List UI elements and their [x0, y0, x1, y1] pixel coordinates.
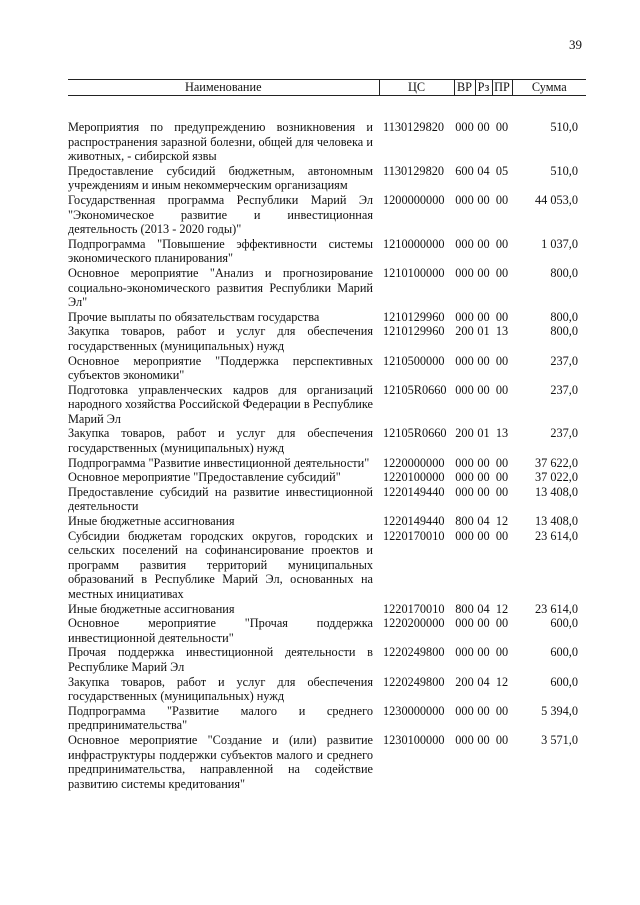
row-cs-code: 1220249800	[383, 645, 445, 660]
row-sum: 23 614,0	[534, 528, 578, 543]
table-row	[68, 193, 586, 237]
row-sum: 37 622,0	[534, 455, 578, 470]
row-cs-code: 1130129820	[383, 163, 445, 178]
table-row	[68, 383, 586, 427]
row-sum: 800,0	[550, 309, 578, 324]
row-cs-code: 1210500000	[383, 353, 445, 368]
row-name: Государственная программа Республики Марий Эл "Экономическое развитие и инвестиционная деятельность (2013 - 2020 годы)"	[68, 192, 373, 237]
row-cs-code: 1220000000	[383, 455, 445, 470]
row-rz-code: 00	[477, 353, 490, 368]
row-sum: 600,0	[550, 616, 578, 631]
table-row	[68, 96, 586, 164]
header-sum: Сумма	[512, 80, 586, 96]
row-pr-code: 00	[495, 732, 509, 747]
row-cs-code: 1220170010	[383, 601, 445, 616]
row-cs-code: 12105R0660	[383, 426, 447, 441]
row-pr-code: 00	[495, 236, 509, 251]
row-pr-code: 00	[495, 528, 509, 543]
row-pr-code: 00	[495, 645, 509, 660]
row-rz-code: 00	[477, 236, 490, 251]
table-row	[68, 529, 586, 602]
row-rz-code: 00	[477, 484, 490, 499]
row-pr-code: 00	[495, 265, 509, 280]
row-vr-code: 000	[455, 703, 474, 718]
row-vr-code: 000	[455, 192, 474, 207]
row-rz-code: 00	[477, 645, 490, 660]
row-vr-code: 000	[455, 236, 474, 251]
row-sum: 237,0	[550, 382, 578, 397]
row-rz-code: 00	[477, 120, 490, 134]
table-row	[68, 456, 586, 471]
row-name: Прочая поддержка инвестиционной деятельности в Республике Марий Эл	[68, 645, 373, 674]
row-name: Подпрограмма "Развитие инвестиционной деятельности"	[68, 455, 370, 470]
table-row	[68, 426, 586, 455]
row-name: Предоставление субсидий на развитие инвестиционной деятельности	[68, 484, 373, 514]
row-name: Подготовка управленческих кадров для организаций народного хозяйства Российской Федерации в Республике Марий Эл	[68, 382, 373, 426]
row-name: Закупка товаров, работ и услуг для обеспечения государственных (муниципальных) нужд	[68, 324, 373, 353]
row-sum: 13 408,0	[534, 484, 578, 499]
row-vr-code: 000	[455, 382, 474, 397]
row-pr-code: 00	[495, 382, 509, 397]
row-rz-code: 00	[477, 265, 490, 280]
table-header-row	[68, 80, 586, 96]
row-cs-code: 1230100000	[383, 732, 445, 747]
row-cs-code: 1220249800	[383, 674, 445, 689]
row-cs-code: 1220100000	[383, 470, 445, 485]
row-vr-code: 600	[455, 163, 474, 178]
row-name: Основное мероприятие "Анализ и прогнозирование социально-экономического развития Республики Марий Эл"	[68, 265, 373, 310]
row-sum: 13 408,0	[534, 514, 578, 529]
row-name: Закупка товаров, работ и услуг для обеспечения государственных (муниципальных) нужд	[68, 674, 373, 704]
row-name: Основное мероприятие "Предоставление субсидий"	[68, 470, 341, 485]
row-vr-code: 000	[455, 470, 474, 485]
row-cs-code: 1130129820	[383, 120, 445, 134]
row-vr-code: 000	[455, 120, 474, 134]
header-cs: ЦС	[379, 80, 454, 96]
row-vr-code: 200	[455, 426, 474, 441]
row-rz-code: 01	[477, 324, 490, 339]
row-sum: 600,0	[550, 674, 578, 689]
row-name: Основное мероприятие "Поддержка перспективных субъектов экономики"	[68, 353, 373, 383]
row-name: Предоставление субсидий бюджетным, автономным учреждениям и иным некоммерческим организациям	[68, 163, 373, 193]
table-row	[68, 237, 586, 266]
row-name: Иные бюджетные ассигнования	[68, 514, 235, 529]
row-cs-code: 12105R0660	[383, 382, 447, 397]
row-rz-code: 00	[477, 616, 490, 631]
table-row	[68, 616, 586, 645]
row-cs-code: 1220200000	[383, 616, 445, 631]
row-sum: 44 053,0	[534, 192, 578, 207]
row-rz-code: 00	[477, 732, 490, 747]
row-vr-code: 000	[455, 455, 474, 470]
row-sum: 5 394,0	[541, 703, 578, 718]
row-pr-code: 00	[495, 120, 509, 134]
row-pr-code: 00	[495, 192, 509, 207]
row-vr-code: 800	[455, 601, 474, 616]
row-name: Подпрограмма "Повышение эффективности системы экономического планирования"	[68, 236, 373, 266]
row-name: Основное мероприятие "Создание и (или) развитие инфраструктуры поддержки субъектов малого и среднего предпринимательства, направленной на содействие развитию системы кредитования"	[68, 732, 373, 791]
budget-table	[68, 79, 586, 791]
table-row	[68, 266, 586, 310]
row-pr-code: 00	[495, 703, 509, 718]
table-row	[68, 733, 586, 791]
row-cs-code: 1210129960	[383, 309, 445, 324]
row-pr-code: 00	[495, 470, 509, 485]
row-name: Прочие выплаты по обязательствам государства	[68, 309, 320, 324]
row-sum: 800,0	[550, 265, 578, 280]
row-rz-code: 01	[477, 426, 490, 441]
row-pr-code: 00	[495, 484, 509, 499]
row-rz-code: 00	[477, 309, 490, 324]
row-name: Основное мероприятие "Прочая поддержка инвестиционной деятельности"	[68, 616, 373, 645]
row-vr-code: 000	[455, 353, 474, 368]
row-pr-code: 13	[495, 324, 509, 339]
row-name: Закупка товаров, работ и услуг для обеспечения государственных (муниципальных) нужд	[68, 426, 373, 456]
row-rz-code: 00	[477, 192, 490, 207]
row-cs-code: 1220149440	[383, 514, 445, 529]
row-sum: 600,0	[550, 645, 578, 660]
row-rz-code: 04	[477, 514, 490, 529]
row-vr-code: 000	[455, 528, 474, 543]
row-vr-code: 800	[455, 514, 474, 529]
table-row	[68, 675, 586, 704]
row-sum: 3 571,0	[541, 732, 578, 747]
page-number: 39	[569, 37, 582, 52]
row-pr-code: 12	[495, 514, 509, 529]
table-row	[68, 602, 586, 617]
row-cs-code: 1220170010	[383, 528, 445, 543]
row-pr-code: 00	[495, 455, 509, 470]
row-name: Мероприятия по предупреждению возникновения и распространения заразной болезни, общей для человека и животных, - сибирской язвы	[68, 120, 373, 164]
header-pr: ПР	[492, 80, 512, 96]
table-row	[68, 310, 586, 325]
row-name: Подпрограмма "Развитие малого и среднего предпринимательства"	[68, 703, 373, 733]
row-sum: 237,0	[550, 426, 578, 441]
table-row	[68, 485, 586, 514]
row-pr-code: 12	[495, 674, 509, 689]
row-rz-code: 00	[477, 470, 490, 485]
table-row	[68, 164, 586, 193]
row-rz-code: 00	[477, 382, 490, 397]
row-vr-code: 000	[455, 484, 474, 499]
row-sum: 510,0	[550, 120, 578, 134]
row-vr-code: 000	[455, 732, 474, 747]
row-rz-code: 04	[477, 163, 490, 178]
row-sum: 37 022,0	[534, 470, 578, 485]
header-name: Наименование	[68, 80, 379, 96]
row-vr-code: 000	[455, 645, 474, 660]
row-sum: 23 614,0	[534, 601, 578, 616]
table-row	[68, 470, 586, 485]
row-cs-code: 1210129960	[383, 324, 445, 339]
row-pr-code: 00	[495, 353, 509, 368]
row-name: Иные бюджетные ассигнования	[68, 601, 235, 616]
row-name: Субсидии бюджетам городских округов, городских и сельских поселений на софинансирование проектов и программ развития территорий муниципальных образований в Республике Марий Эл, основанных на местных инициативах	[68, 528, 373, 601]
row-cs-code: 1200000000	[383, 192, 445, 207]
row-pr-code: 12	[495, 601, 509, 616]
row-sum: 510,0	[550, 163, 578, 178]
row-pr-code: 00	[495, 616, 509, 631]
row-pr-code: 05	[495, 163, 509, 178]
header-rz: Рз	[475, 80, 492, 96]
row-rz-code: 04	[477, 601, 490, 616]
table-row	[68, 354, 586, 383]
row-rz-code: 00	[477, 528, 490, 543]
row-sum: 800,0	[550, 324, 578, 339]
row-vr-code: 200	[455, 674, 474, 689]
table-row	[68, 645, 586, 674]
row-pr-code: 13	[495, 426, 509, 441]
table-row	[68, 324, 586, 353]
table-row	[68, 704, 586, 733]
row-rz-code: 04	[477, 674, 490, 689]
row-sum: 237,0	[550, 353, 578, 368]
row-sum: 1 037,0	[541, 236, 578, 251]
header-vr: ВР	[454, 80, 475, 96]
row-vr-code: 000	[455, 309, 474, 324]
row-pr-code: 00	[495, 309, 509, 324]
row-rz-code: 00	[477, 455, 490, 470]
row-cs-code: 1230000000	[383, 703, 445, 718]
row-vr-code: 000	[455, 265, 474, 280]
row-vr-code: 000	[455, 616, 474, 631]
row-cs-code: 1210000000	[383, 236, 445, 251]
row-rz-code: 00	[477, 703, 490, 718]
table-row	[68, 514, 586, 529]
row-vr-code: 200	[455, 324, 474, 339]
row-cs-code: 1220149440	[383, 484, 445, 499]
row-cs-code: 1210100000	[383, 265, 445, 280]
